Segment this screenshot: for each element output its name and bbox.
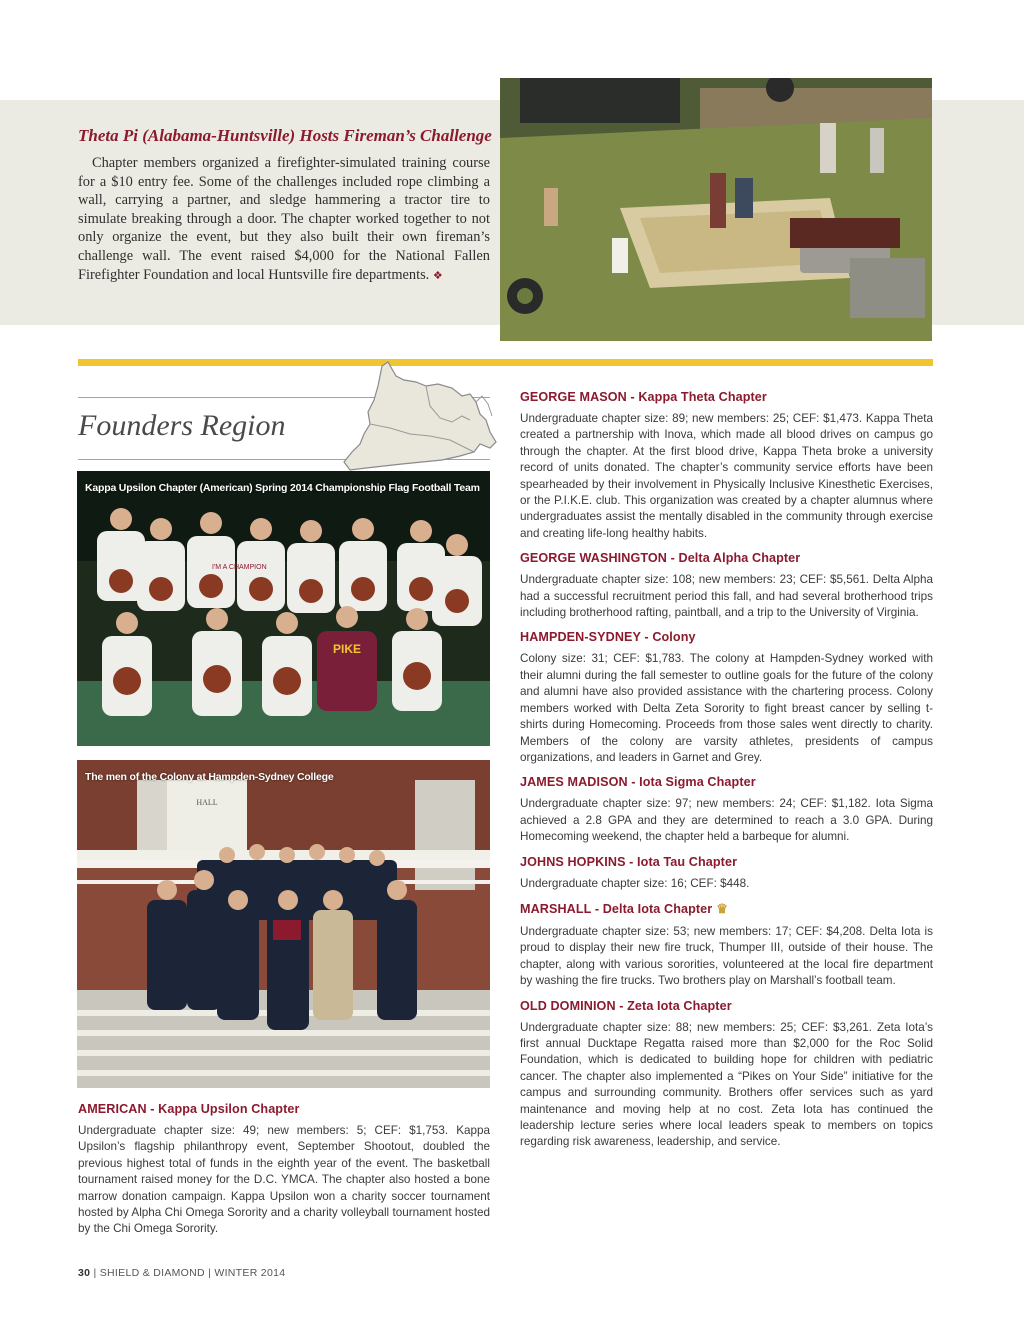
chapter-heading: JAMES MADISON - Iota Sigma Chapter [520,775,756,790]
intro-title: Theta Pi (Alabama-Huntsville) Hosts Fireman’s Challenge [78,126,492,145]
colony-photo-caption: The men of the Colony at Hampden-Sydney College [85,771,334,783]
building-sign: HALL [196,798,218,807]
chapter-johns-hopkins [520,855,933,892]
chapter-marshall [520,901,933,990]
publication-name: SHIELD & DIAMOND [99,1267,205,1279]
chapter-heading: GEORGE MASON - Kappa Theta Chapter [520,390,767,404]
chapter-heading: HAMPDEN-SYDNEY - Colony [520,630,696,645]
chapter-body: Undergraduate chapter size: 89; new members: 25; CEF: $1,473. Kappa Theta created a partnership with Inova, which made all blood drives on campus go through the chapter. At the first blood drive, Kappa Theta broke a university record of units donated. The chapter’s community service efforts have been spearheaded by their involvement in Physically Inclusive Kinesthetic Exercises, or the P.I.K.E. club. This organization was created by a chapter alumnus where undergraduates assist the mentally disabled in the community through exercise and creating life-long healthy habits. [520,412,933,540]
chapter-body: Undergraduate chapter size: 16; CEF: $448. [520,876,750,890]
chapter-body: Undergraduate chapter size: 97; new members: 24; CEF: $1,182. Iota Sigma achieved a 2.8 GPA and they are determined to reach a 3.0 GPA. During Homecoming weekend, the chapter held a barbeque for alumni. [520,797,933,844]
crown-icon: ♛ [716,900,729,916]
chapter-heading: GEORGE WASHINGTON - Delta Alpha Chapter [520,551,801,566]
chapter-james-madison [520,775,933,845]
hampden-sydney-colony-photo [77,760,490,1088]
chapter-body: Undergraduate chapter size: 108; new members: 23; CEF: $5,561. Delta Alpha had a successful recruitment period this fall, and had several brotherhood trips including brotherhood rafting, paintball, and a trip to the University of Virginia. [520,573,933,620]
chapter-reports-column [520,390,933,1160]
chapter-hampden-sydney [520,630,933,766]
shirt-text: I'M A CHAMPION [212,564,267,571]
chapter-heading: MARSHALL - Delta Iota Chapter [520,901,713,916]
region-map-icon [330,356,510,486]
firemans-challenge-photo [500,78,932,341]
footer-separator: | [93,1267,97,1279]
chapter-body: Undergraduate chapter size: 88; new members: 25; CEF: $3,261. Zeta Iota’s first annual Ducktape Regatta raised more than $2,000 for the Roc Solid Foundation, which is dedicated to building hope for children with pediatric cancer. The chapter also implemented a “Pikes on Your Side” initiative for the campus and surrounding community. Brothers offer services such as yard maintenance and moving help at no cost. Zeta Iota has continued the leadership lecture series where local leaders speak to members on topics regarding risk awareness, leadership, and service. [520,1020,933,1149]
jersey-text: PIKE [332,642,362,656]
chapter-heading: OLD DOMINION - Zeta Iota Chapter [520,998,732,1013]
chapter-body: Undergraduate chapter size: 53; new members: 17; CEF: $4,208. Delta Iota is proud to display their new fire truck, Thumper III, outside of their house. The chapter, along with various sororities, volunteered at the local fire department by washing the fire trucks. Two brothers play on Marshall’s football team. [520,924,933,988]
chapter-body: Colony size: 31; CEF: $1,783. The colony at Hampden-Sydney worked with their alumni during the fall semester to outline goals for the future of the colony and alumni have also provided assistance with the chartering process. Colony members worked with Delta Zeta Sorority to fight breast cancer by selling t-shirts during Homecoming. Proceeds from those sales went directly to charity. Members of the colony are varsity athletes, presidents of campus organizations, and leaders in Garnet and Grey. [520,652,933,764]
issue-label: WINTER 2014 [214,1267,286,1279]
page-number: 30 [78,1267,91,1279]
american-chapter-section [78,1102,490,1247]
flag-football-team-photo [77,471,490,746]
footer-separator: | [208,1267,212,1279]
chapter-george-washington [520,551,933,621]
chapter-heading-row [520,901,933,917]
end-mark-icon: ❖ [432,269,443,282]
intro-body [78,154,490,285]
chapter-old-dominion [520,999,933,1151]
page-footer [78,1267,285,1279]
flag-football-caption: Kappa Upsilon Chapter (American) Spring 2014 Championship Flag Football Team [85,482,480,494]
chapter-heading: AMERICAN - Kappa Upsilon Chapter [78,1102,300,1116]
intro-body-text: Chapter members organized a firefighter-simulated training course for a $10 entry fee. Some of the challenges included rope climbing a wall, carrying a partner, and sledge hammering a tractor tire to simulate breaking through a door. The chapter worked together to not only organize the event, but they also built their own fireman’s challenge wall. The event raised $4,000 for the National Fallen Firefighter Foundation and local Huntsville fire departments. [78,155,490,283]
region-title: Founders Region [78,409,286,442]
chapter-heading: JOHNS HOPKINS - Iota Tau Chapter [520,854,738,869]
chapter-body: Undergraduate chapter size: 49; new members: 5; CEF: $1,753. Kappa Upsilon’s flagship philanthropy event, September Shootout, doubled the previous highest total of funds in the eighth year of the event. The basketball tournament raised money for the D.C. YMCA. The chapter also hosted a bone marrow donation campaign. Kappa Upsilon won a charity soccer tournament hosted by Alpha Chi Omega Sorority and a charity volleyball tournament hosted by the Chi Omega Sorority. [78,1124,490,1236]
chapter-george-mason [520,390,933,542]
